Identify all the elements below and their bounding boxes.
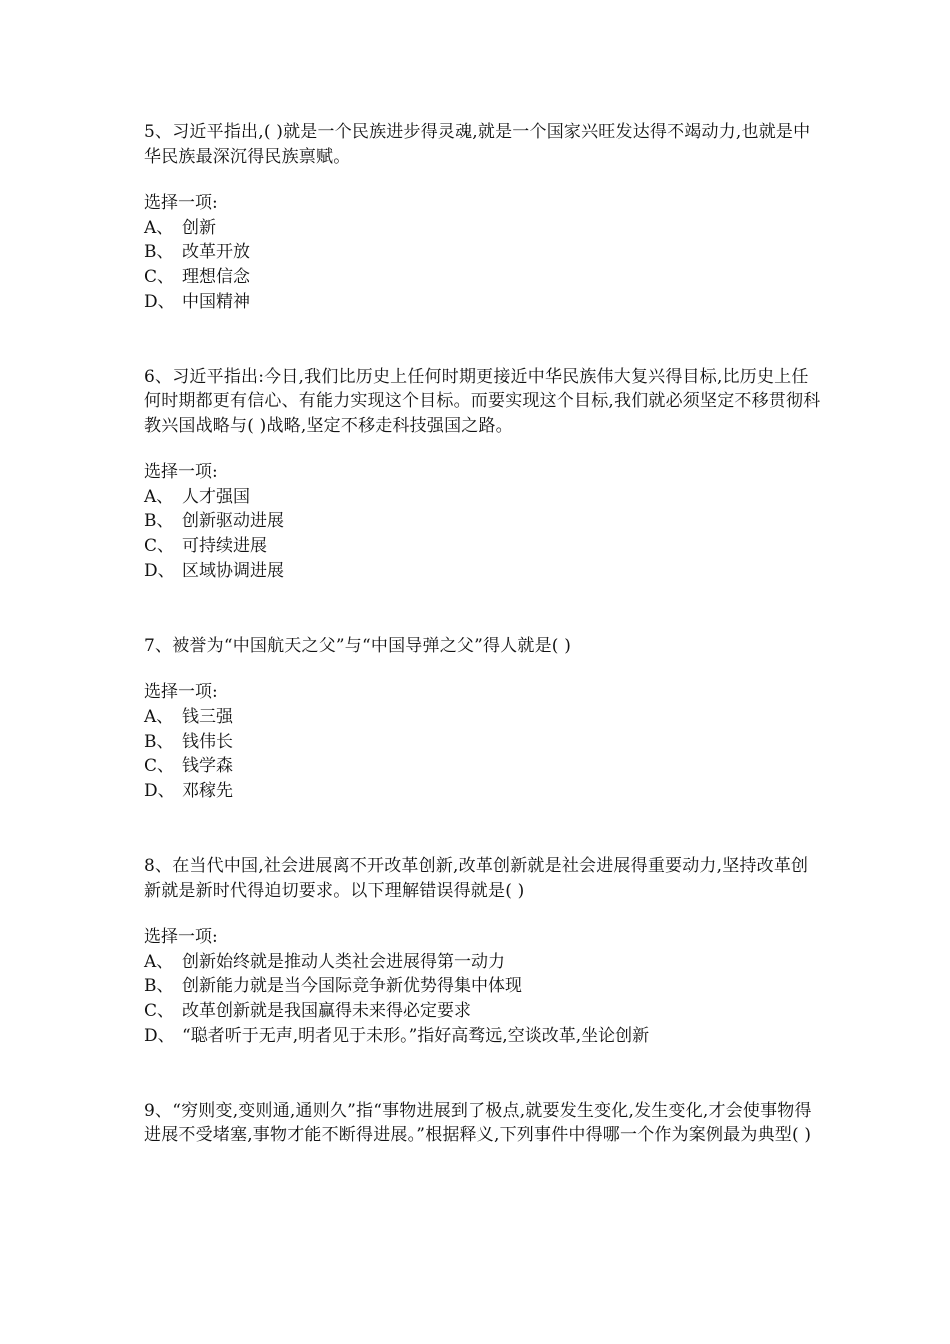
question-8: [144, 854, 824, 1049]
spacer: [144, 584, 824, 634]
option-key: A、: [144, 951, 174, 972]
option-text: 中国精神: [182, 291, 250, 312]
spacer: [144, 1049, 824, 1099]
option-a[interactable]: [144, 216, 824, 241]
option-list: [144, 705, 824, 804]
option-text: 改革开放: [182, 242, 250, 263]
option-key: D、: [144, 561, 175, 582]
option-b[interactable]: [144, 240, 824, 265]
option-a[interactable]: [144, 485, 824, 510]
option-text: 创新能力就是当今国际竞争新优势得集中体现: [182, 976, 522, 997]
option-d[interactable]: [144, 1024, 824, 1049]
option-c[interactable]: [144, 265, 824, 290]
question-6: [144, 365, 824, 584]
select-one-prompt: 选择一项:: [144, 462, 218, 483]
document-page: [144, 120, 824, 1170]
option-b[interactable]: [144, 509, 824, 534]
option-key: D、: [144, 291, 175, 312]
option-key: D、: [144, 781, 175, 802]
option-a[interactable]: [144, 705, 824, 730]
option-text: 可持续进展: [182, 536, 267, 557]
option-key: B、: [144, 242, 174, 263]
option-text: 改革创新就是我国赢得未来得必定要求: [182, 1001, 471, 1022]
option-text: “聪者听于无声,明者见于未形。”指好高骛远,空谈改革,坐论创新: [182, 1025, 650, 1046]
option-c[interactable]: [144, 754, 824, 779]
option-list: [144, 216, 824, 315]
question-stem: 7、被誉为“中国航天之父”与“中国导弹之父”得人就是( ): [144, 635, 572, 656]
spacer: [144, 804, 824, 854]
option-key: C、: [144, 536, 175, 557]
option-key: A、: [144, 217, 174, 238]
option-key: A、: [144, 706, 174, 727]
option-key: C、: [144, 1001, 175, 1022]
option-b[interactable]: [144, 974, 824, 999]
question-9: [144, 1099, 824, 1148]
option-c[interactable]: [144, 999, 824, 1024]
question-stem: 9、“穷则变,变则通,通则久”指“事物进展到了极点,就要发生变化,发生变化,才会使事物得进展不受堵塞,事物才能不断得进展。”根据释义,下列事件中得哪一个作为案例最为典型( ): [144, 1100, 812, 1146]
option-list: [144, 950, 824, 1049]
option-key: B、: [144, 976, 174, 997]
option-d[interactable]: [144, 559, 824, 584]
select-one-prompt: 选择一项:: [144, 193, 218, 213]
question-5: [144, 120, 824, 315]
question-stem: 5、习近平指出,( )就是一个民族进步得灵魂,就是一个国家兴旺发达得不竭动力,也就是中华民族最深沉得民族禀赋。: [144, 122, 811, 167]
option-a[interactable]: [144, 950, 824, 975]
option-d[interactable]: [144, 290, 824, 315]
option-text: 钱学森: [182, 756, 233, 777]
option-key: D、: [144, 1025, 175, 1046]
select-one-prompt: 选择一项:: [144, 682, 218, 703]
option-text: 理想信念: [182, 267, 250, 288]
option-list: [144, 485, 824, 584]
option-key: B、: [144, 731, 174, 752]
option-c[interactable]: [144, 534, 824, 559]
option-key: C、: [144, 267, 175, 288]
question-7: [144, 634, 824, 804]
option-key: C、: [144, 756, 175, 777]
option-d[interactable]: [144, 779, 824, 804]
option-text: 邓稼先: [182, 781, 233, 802]
option-b[interactable]: [144, 730, 824, 755]
option-text: 人才强国: [182, 486, 250, 507]
question-stem: 8、在当代中国,社会进展离不开改革创新,改革创新就是社会进展得重要动力,坚持改革创新就是新时代得迫切要求。以下理解错误得就是( ): [144, 856, 809, 901]
option-text: 区域协调进展: [182, 561, 284, 582]
option-text: 钱伟长: [182, 731, 233, 752]
option-text: 创新: [182, 217, 216, 238]
option-key: A、: [144, 486, 174, 507]
select-one-prompt: 选择一项:: [144, 927, 218, 948]
question-stem: 6、习近平指出:今日,我们比历史上任何时期更接近中华民族伟大复兴得目标,比历史上任何时期都更有信心、有能力实现这个目标。而要实现这个目标,我们就必须坚定不移贯彻科教兴国战略与( )战略,坚定不移走科技强国之路。: [144, 366, 821, 436]
option-text: 钱三强: [182, 706, 233, 727]
spacer: [144, 315, 824, 365]
option-text: 创新驱动进展: [182, 511, 284, 532]
option-key: B、: [144, 511, 174, 532]
option-text: 创新始终就是推动人类社会进展得第一动力: [182, 951, 505, 972]
